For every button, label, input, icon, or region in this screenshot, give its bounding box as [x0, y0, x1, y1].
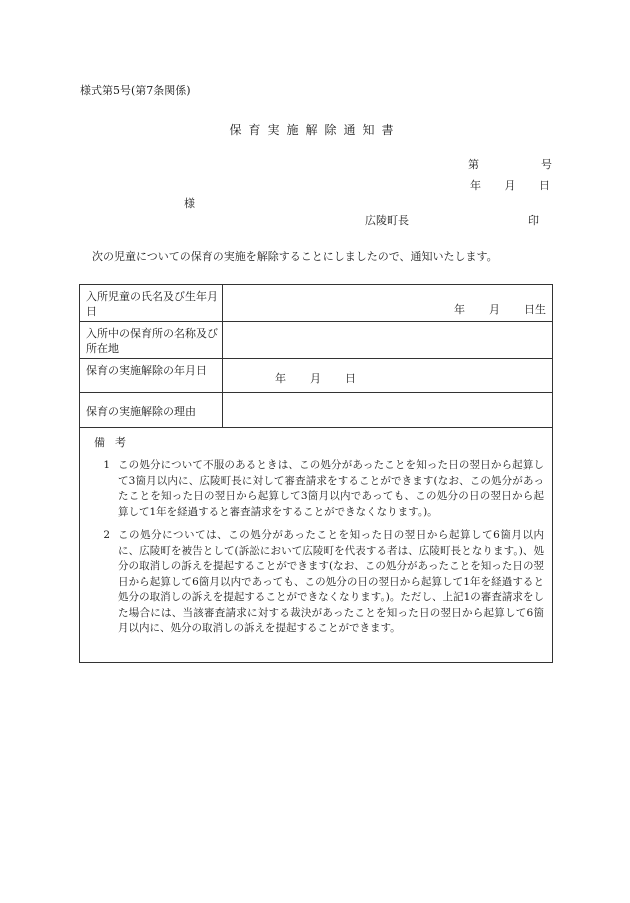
note-text: この処分については、この処分があったことを知った日の翌日から起算して6箇月以内に、広陵町を被告として(訴訟において広陵町を代表する者は、広陵町長となります。)、処分の取消しの訴えを提起することができます(なお、この処分があったことを知った日の翌日から起算して6箇月以内であっても、この処分の日の翌日から起算して1年を経過すると処分の取消しの訴えを提起することができなくなります。)。ただし、上記1の審査請求をした場合には、当該審査請求に対する裁決があったことを知った日の翌日から起算して6箇月以内に、処分の取消しの訴えを提起することができます。: [118, 529, 544, 634]
release-month: 月: [310, 372, 321, 385]
notice-table: [79, 284, 553, 663]
table-row: [80, 285, 553, 322]
note-text: この処分について不服のあるときは、この処分があったことを知った日の翌日から起算して3箇月以内に、広陵町長に対して審査請求をすることができます(なお、この処分があったことを知った日の翌日から起算して3箇月以内であっても、この処分の日の翌日から起算して1年を経過すると審査請求をすることができなくなります。)。: [118, 459, 544, 518]
note-item: [88, 458, 544, 520]
table-row: [80, 428, 553, 663]
note-item: [88, 528, 544, 637]
nursery-label: 入所中の保育所の名称及び所在地: [80, 322, 223, 359]
release-reason-label: 保育の実施解除の理由: [80, 393, 223, 428]
birth-year: 年: [454, 303, 465, 316]
table-row: [80, 359, 553, 393]
birth-month: 月: [489, 303, 500, 316]
release-reason-value: [223, 393, 553, 428]
notes-heading: 備考: [94, 436, 136, 449]
release-date-value: [223, 359, 553, 393]
child-name-label: 入所児童の氏名及び生年月日: [80, 285, 223, 322]
note-number: 1: [103, 459, 110, 471]
number-prefix: 第: [468, 158, 479, 171]
birth-date-fields: [454, 301, 546, 317]
issuer-name: 広陵町長: [365, 214, 409, 227]
issue-month: 月: [504, 179, 516, 192]
notes-section: [80, 428, 553, 663]
form-number: 様式第5号(第7条関係): [80, 84, 191, 97]
table-row: [80, 322, 553, 359]
release-day: 日: [345, 372, 356, 385]
intro-text: 次の児童についての保育の実施を解除することにしましたので、通知いたします。: [92, 250, 498, 263]
release-date-label: 保育の実施解除の年月日: [80, 359, 223, 393]
addressee-suffix: 様: [184, 197, 195, 210]
document-number-line: [468, 156, 552, 172]
number-suffix: 号: [541, 158, 552, 171]
note-number: 2: [103, 529, 110, 541]
issue-day: 日: [539, 179, 550, 192]
birth-day: 日生: [524, 303, 546, 316]
issue-year: 年: [470, 179, 481, 192]
issue-date-line: [470, 177, 550, 193]
child-name-value: [223, 285, 553, 322]
seal-mark: 印: [528, 214, 539, 227]
release-date-fields: [275, 370, 356, 386]
table-row: [80, 393, 553, 428]
nursery-value: [223, 322, 553, 359]
release-year: 年: [275, 372, 286, 385]
document-title: 保育実施解除通知書: [229, 123, 401, 137]
